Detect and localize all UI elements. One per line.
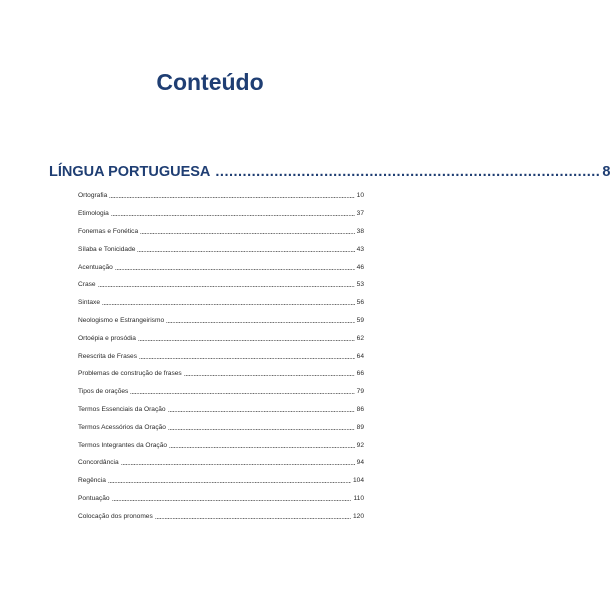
toc-entry-page: 79 xyxy=(356,388,364,396)
toc-entry-page: 66 xyxy=(356,370,364,378)
toc-entry-label: Colocação dos pronomes xyxy=(78,512,153,520)
toc-entry-page: 59 xyxy=(356,316,364,324)
dot-leader xyxy=(139,358,355,359)
toc-entry-page: 110 xyxy=(353,494,364,502)
toc-entry-termos-essenciais-da-oracao[interactable] xyxy=(78,401,364,419)
toc-entry-sintaxe[interactable] xyxy=(78,294,364,312)
section-dot-leader: ..................................................................................... xyxy=(215,164,601,180)
toc-entry-crase[interactable] xyxy=(78,276,364,294)
toc-entry-page: 37 xyxy=(356,210,364,218)
toc-entry-reescrita-de-frases[interactable] xyxy=(78,347,364,365)
toc-entry-ortoepia-e-prosodia[interactable] xyxy=(78,329,364,347)
dot-leader xyxy=(109,197,354,198)
toc-entry-label: Tipos de orações xyxy=(78,388,129,396)
dot-leader xyxy=(138,340,355,341)
toc-entry-neologismo-e-estrangeirismo[interactable] xyxy=(78,312,364,330)
dot-leader xyxy=(184,375,355,376)
toc-entry-page: 53 xyxy=(356,281,364,289)
dot-leader xyxy=(155,518,351,519)
toc-entry-colocacao-dos-pronomes[interactable] xyxy=(78,507,364,525)
dot-leader xyxy=(102,304,355,305)
toc-entry-label: Ortoépia e prosódia xyxy=(78,334,136,342)
toc-entry-label: Ortografia xyxy=(78,192,108,200)
toc-entry-page: 56 xyxy=(356,299,364,307)
toc-entry-termos-acessorios-da-oracao[interactable] xyxy=(78,418,364,436)
toc-entry-label: Termos Integrantes da Oração xyxy=(78,441,168,449)
toc-entry-label: Crase xyxy=(78,281,96,289)
toc-entry-page: 10 xyxy=(356,192,364,200)
dot-leader xyxy=(166,322,355,323)
dot-leader xyxy=(137,251,354,252)
toc-entry-label: Sintaxe xyxy=(78,299,100,307)
toc-entry-page: 43 xyxy=(356,245,364,253)
dot-leader xyxy=(169,447,355,448)
toc-entry-pontuacao[interactable] xyxy=(78,490,364,508)
dot-leader xyxy=(121,464,355,465)
dot-leader xyxy=(112,500,352,501)
page-title: Conteúdo xyxy=(156,69,264,96)
toc-entry-silaba-e-tonicidade[interactable] xyxy=(78,240,364,258)
toc-entry-label: Fonemas e Fonética xyxy=(78,227,139,235)
dot-leader xyxy=(98,286,355,287)
toc-entry-regencia[interactable] xyxy=(78,472,364,490)
section-title: LÍNGUA PORTUGUESA xyxy=(49,164,211,180)
toc-entry-page: 62 xyxy=(356,334,364,342)
toc-list xyxy=(78,187,364,525)
toc-entry-fonemas-e-fonetica[interactable] xyxy=(78,223,364,241)
toc-entry-page: 38 xyxy=(356,227,364,235)
toc-entry-page: 94 xyxy=(356,459,364,467)
toc-entry-label: Concordância xyxy=(78,459,119,467)
toc-entry-label: Termos Acessórios da Oração xyxy=(78,423,166,431)
toc-entry-page: 46 xyxy=(356,263,364,271)
toc-entry-label: Regência xyxy=(78,477,106,485)
toc-entry-page: 89 xyxy=(356,423,364,431)
toc-entry-page: 64 xyxy=(356,352,364,360)
toc-entry-termos-integrantes-da-oracao[interactable] xyxy=(78,436,364,454)
toc-entry-acentuacao[interactable] xyxy=(78,258,364,276)
toc-entry-page: 120 xyxy=(352,512,364,520)
toc-entry-label: Pontuação xyxy=(78,494,110,502)
toc-entry-tipos-de-oracoes[interactable] xyxy=(78,383,364,401)
dot-leader xyxy=(115,269,355,270)
dot-leader xyxy=(108,482,351,483)
toc-entry-page: 92 xyxy=(356,441,364,449)
toc-entry-label: Reescrita de Frases xyxy=(78,352,137,360)
toc-section-heading[interactable] xyxy=(49,162,610,182)
toc-entry-label: Termos Essenciais da Oração xyxy=(78,405,166,413)
dot-leader xyxy=(111,215,355,216)
toc-entry-label: Problemas de construção de frases xyxy=(78,370,182,378)
toc-entry-label: Acentuação xyxy=(78,263,113,271)
toc-entry-label: Etimologia xyxy=(78,210,109,218)
toc-entry-label: Sílaba e Tonicidade xyxy=(78,245,136,253)
toc-entry-problemas-de-construcao-de-frases[interactable] xyxy=(78,365,364,383)
toc-entry-etimologia[interactable] xyxy=(78,205,364,223)
toc-entry-ortografia[interactable] xyxy=(78,187,364,205)
dot-leader xyxy=(168,429,355,430)
dot-leader xyxy=(140,233,355,234)
dot-leader xyxy=(130,393,354,394)
section-page-number: 8 xyxy=(602,164,610,180)
toc-entry-page: 104 xyxy=(352,477,364,485)
toc-entry-page: 86 xyxy=(356,405,364,413)
toc-entry-concordancia[interactable] xyxy=(78,454,364,472)
toc-entry-label: Neologismo e Estrangeirismo xyxy=(78,316,165,324)
dot-leader xyxy=(168,411,355,412)
